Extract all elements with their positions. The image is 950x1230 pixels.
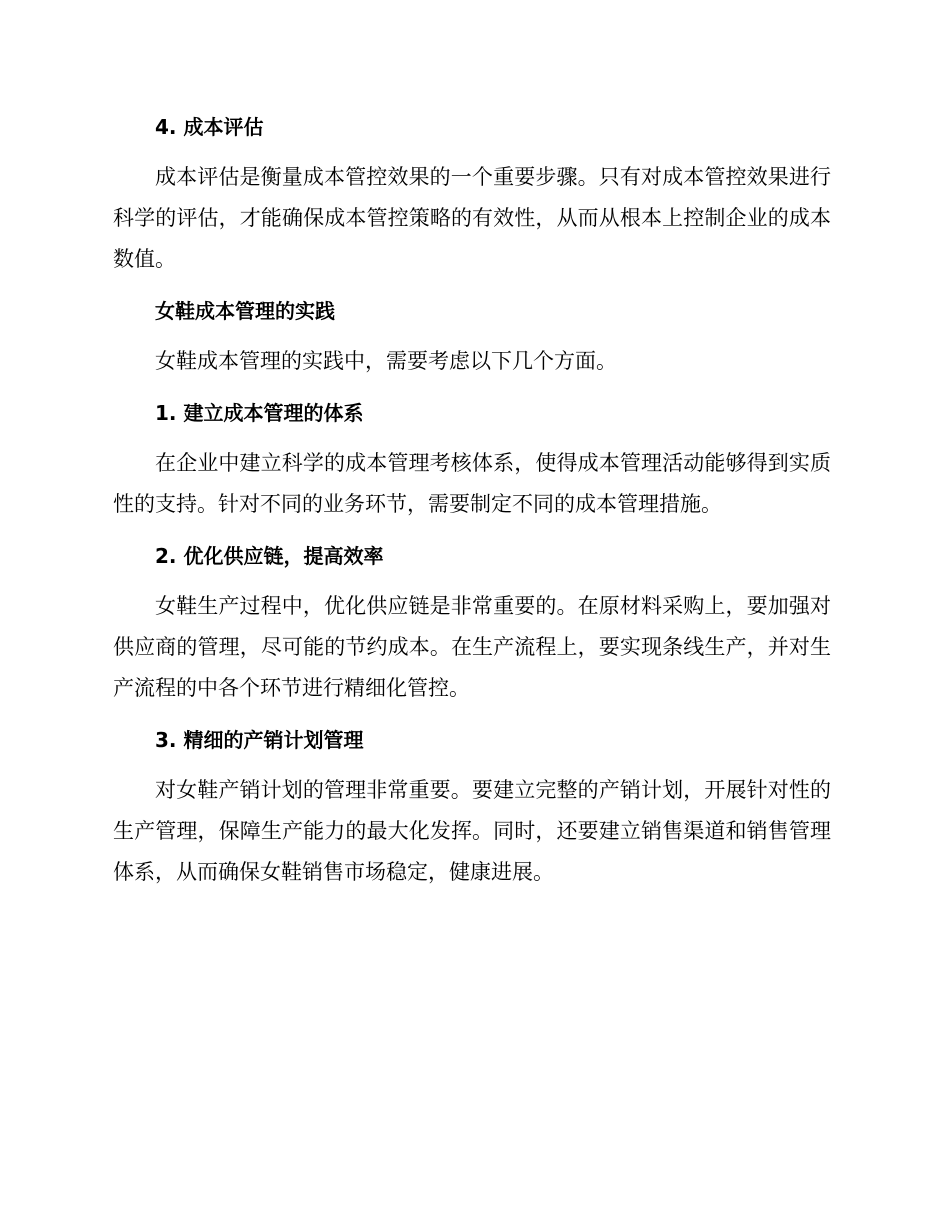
spacer <box>113 709 831 725</box>
section-heading-production-sales-plan: 3. 精细的产销计划管理 <box>155 728 364 752</box>
spacer <box>113 382 831 398</box>
spacer <box>113 571 831 586</box>
document-body <box>113 112 831 893</box>
section-paragraph-cost-evaluation: 成本评估是衡量成本管控效果的一个重要步骤。只有对成本管控效果进行科学的评估，才能确保成本管控策略的有效性，从而从根本上控制企业的成本数值。 <box>113 165 831 271</box>
spacer <box>113 525 831 541</box>
section-paragraph-management-system: 在企业中建立科学的成本管理考核体系，使得成本管理活动能够得到实质性的支持。针对不同的业务环节，需要制定不同的成本管理措施。 <box>113 451 831 516</box>
section-heading-management-system: 1. 建立成本管理的体系 <box>155 401 364 425</box>
spacer <box>113 326 831 341</box>
spacer <box>113 142 831 157</box>
spacer <box>113 280 831 296</box>
section-paragraph-practice: 女鞋成本管理的实践中，需要考虑以下几个方面。 <box>155 349 617 373</box>
section-heading-cost-evaluation: 4. 成本评估 <box>155 115 264 139</box>
spacer <box>113 755 831 770</box>
section-heading-practice: 女鞋成本管理的实践 <box>155 299 335 323</box>
section-heading-supply-chain: 2. 优化供应链，提高效率 <box>155 544 384 568</box>
section-paragraph-supply-chain: 女鞋生产过程中，优化供应链是非常重要的。在原材料采购上，要加强对供应商的管理，尽可能的节约成本。在生产流程上，要实现条线生产，并对生产流程的中各个环节进行精细化管控。 <box>113 594 831 700</box>
section-paragraph-production-sales-plan: 对女鞋产销计划的管理非常重要。要建立完整的产销计划，开展针对性的生产管理，保障生产能力的最大化发挥。同时，还要建立销售渠道和销售管理体系，从而确保女鞋销售市场稳定，健康进展。 <box>113 778 831 884</box>
spacer <box>113 428 831 443</box>
